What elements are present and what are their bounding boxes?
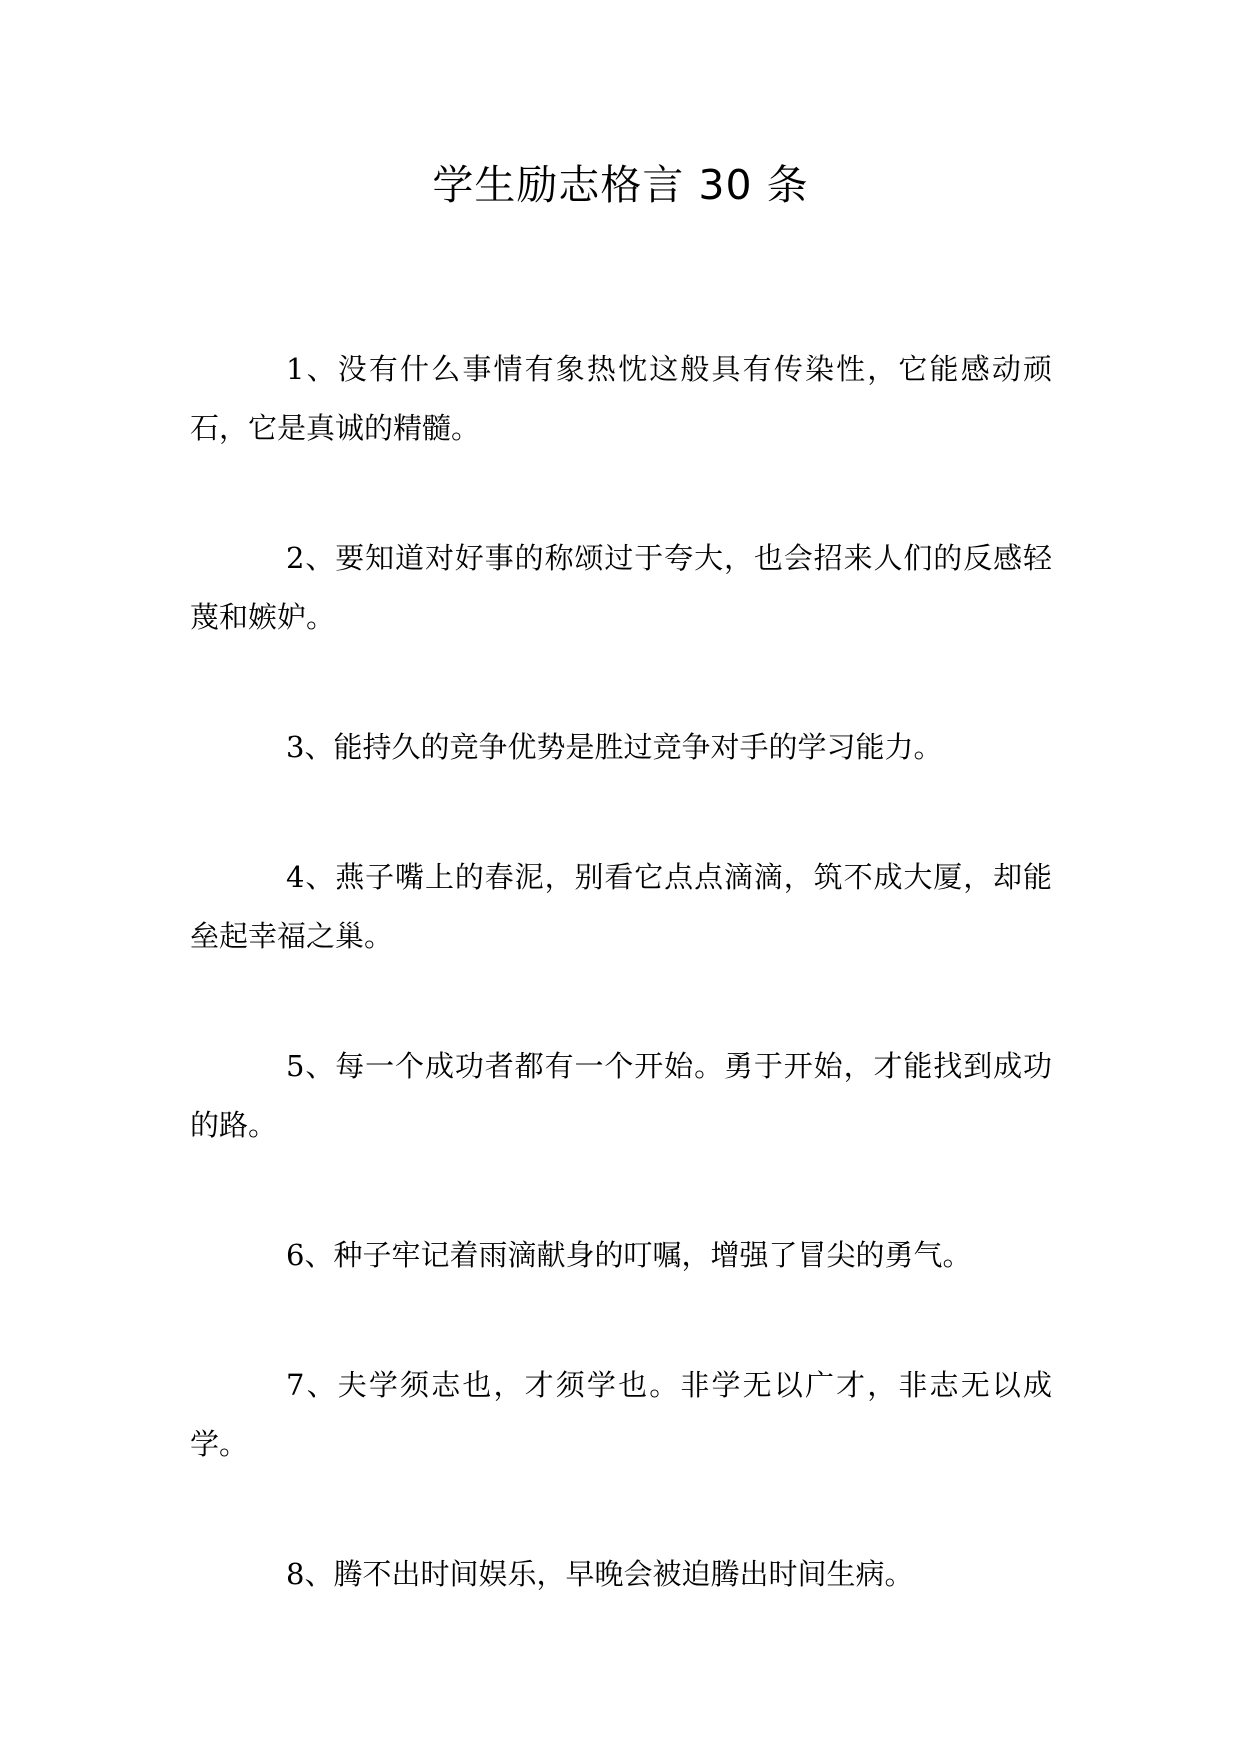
quote-item: 2、要知道对好事的称颂过于夸大，也会招来人们的反感轻蔑和嫉妒。 [190,541,1052,634]
quote-item: 7、夫学须志也，才须学也。非学无以广才，非志无以成学。 [190,1368,1052,1461]
quote-item: 1、没有什么事情有象热忱这般具有传染性，它能感动顽石，它是真诚的精髓。 [190,352,1052,445]
quote-item: 5、每一个成功者都有一个开始。勇于开始，才能找到成功的路。 [190,1049,1052,1142]
document-title: 学生励志格言 30 条 [432,161,809,209]
quote-item: 8、腾不出时间娱乐，早晚会被迫腾出时间生病。 [286,1557,914,1591]
quote-item: 4、燕子嘴上的春泥，别看它点点滴滴，筑不成大厦，却能垒起幸福之巢。 [190,860,1052,953]
quote-list [190,340,1052,1675]
quote-item: 3、能持久的竞争优势是胜过竞争对手的学习能力。 [286,730,943,764]
quote-item: 6、种子牢记着雨滴献身的叮嘱，增强了冒尖的勇气。 [286,1238,972,1272]
